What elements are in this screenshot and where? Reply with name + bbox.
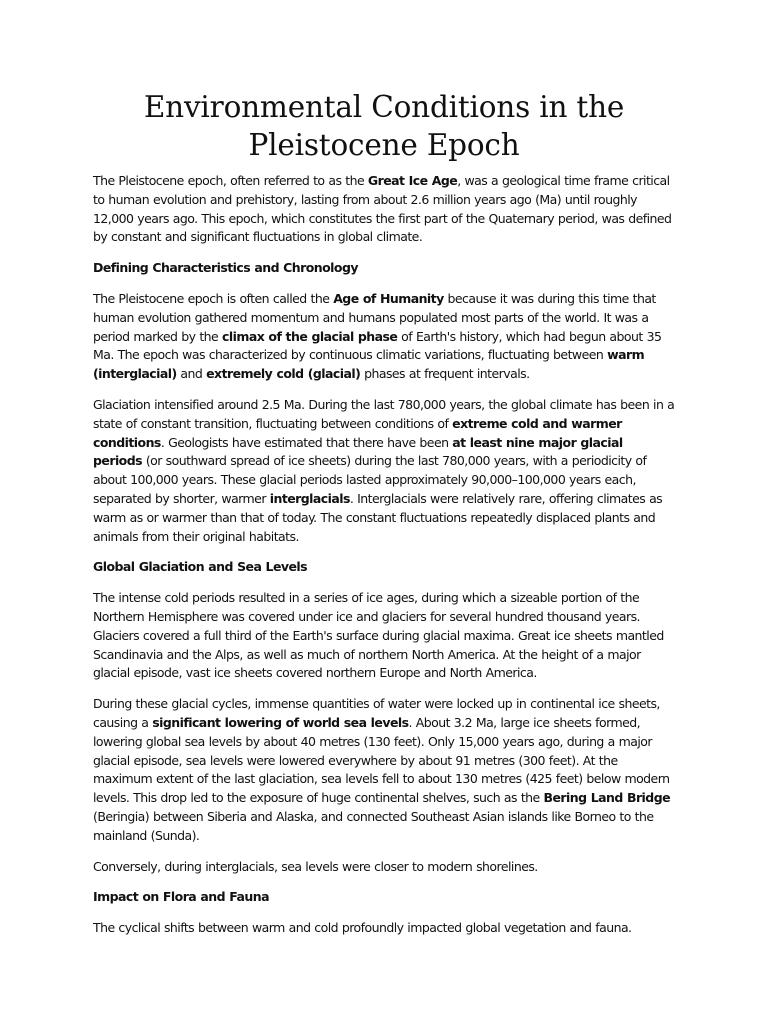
text-run: During these glacial cycles, immense quantities of water were locked up in continental ice sheets, causing a <box>93 696 660 730</box>
bold-term: extreme cold and warmer conditions <box>93 415 622 450</box>
bold-term: Age of Humanity <box>333 290 444 306</box>
text-run: . Geologists have estimated that there have been <box>160 434 453 450</box>
paragraph-glaciation <box>93 396 675 546</box>
bold-term: climax of the glacial phase <box>222 328 398 344</box>
paragraph-flora-fauna: The cyclical shifts between warm and cold profoundly impacted global vegetation and fauna. <box>93 920 632 936</box>
section-heading-flora-fauna: Impact on Flora and Fauna <box>93 889 269 905</box>
text-run: of Earth's history, which had begun about 35 Ma. The epoch was characterized by continuous climatic variations, fluctuating between <box>93 328 662 363</box>
text-run: (or southward spread of ice sheets) during the last 780,000 years, with a periodicity of about 100,000 years. These glacial periods lasted approximately 90,000–100,000 years each, separated by shorter, warmer <box>93 453 647 506</box>
text-run: . Interglacials were relatively rare, offering climates as warm as or warmer than that of today. The constant fluctuations repeatedly displaced plants and animals from their original habitats. <box>93 490 663 544</box>
bold-term: interglacials <box>269 490 350 506</box>
text-run: Glaciation intensified around 2.5 Ma. During the last 780,000 years, the global climate has been in a state of constant transition, fluctuating between conditions of <box>93 396 675 431</box>
text-run: The Pleistocene epoch is often called the <box>93 290 334 306</box>
paragraph-ice-ages: The intense cold periods resulted in a series of ice ages, during which a sizeable portion of the Northern Hemisphere was covered under ice and glaciers for several hundred thousand years. Glaciers covered a full third of the Earth's surface during glacial maxima. Great ice sheets mantled Scandinavia and the Alps, as well as much of northern North America. At the height of a major glacial episode, vast ice sheets covered northern Europe and North America. <box>93 590 664 681</box>
document-title: Environmental Conditions in the Pleistocene Epoch <box>143 90 625 162</box>
text-run: phases at frequent intervals. <box>360 366 530 382</box>
section-heading-chronology: Defining Characteristics and Chronology <box>93 260 358 276</box>
text-run: and <box>176 366 207 382</box>
text-run: . About 3.2 Ma, large ice sheets formed, lowering global sea levels by about 40 metres (130 feet). Only 15,000 years ago, during a major glacial episode, sea levels were lowered everywhere by about 91 metres (300 feet). At the maximum extent of the last glaciation, sea levels fell to about 130 metres (425 feet) below modern levels. This drop led to the exposure of huge continental shelves, such as the <box>93 714 670 806</box>
bold-term: warm (interglacial) <box>93 347 645 382</box>
bold-term: Great Ice Age <box>367 173 458 188</box>
text-run: (Beringia) between Siberia and Alaska, and connected Southeast Asian islands like Borneo to the mainland (Sunda). <box>93 808 654 843</box>
bold-term: significant lowering of world sea levels <box>152 714 409 730</box>
section-heading-sea-levels: Global Glaciation and Sea Levels <box>93 559 308 575</box>
text-run: The Pleistocene epoch, often referred to as the <box>93 173 368 188</box>
paragraph-interglacials: Conversely, during interglacials, sea levels were closer to modern shorelines. <box>93 858 538 874</box>
paragraph-sea-levels <box>93 695 675 845</box>
paragraph-age-of-humanity <box>93 290 675 384</box>
bold-term: Bering Land Bridge <box>543 790 671 806</box>
bold-term: extremely cold (glacial) <box>206 366 361 382</box>
paragraph-intro <box>93 172 675 247</box>
bold-term: at least nine major glacial periods <box>93 434 623 469</box>
text-run: , was a geological time frame critical to human evolution and prehistory, lasting from about 2.6 million years ago (Ma) until roughly 12,000 years ago. This epoch, which constitutes the first part of the Quaternary period, was defined by constant and significant fluctuations in global climate. <box>93 173 672 245</box>
text-run: because it was during this time that human evolution gathered momentum and humans populated most parts of the world. It was a period marked by the <box>93 290 656 344</box>
document-page <box>93 0 675 950</box>
